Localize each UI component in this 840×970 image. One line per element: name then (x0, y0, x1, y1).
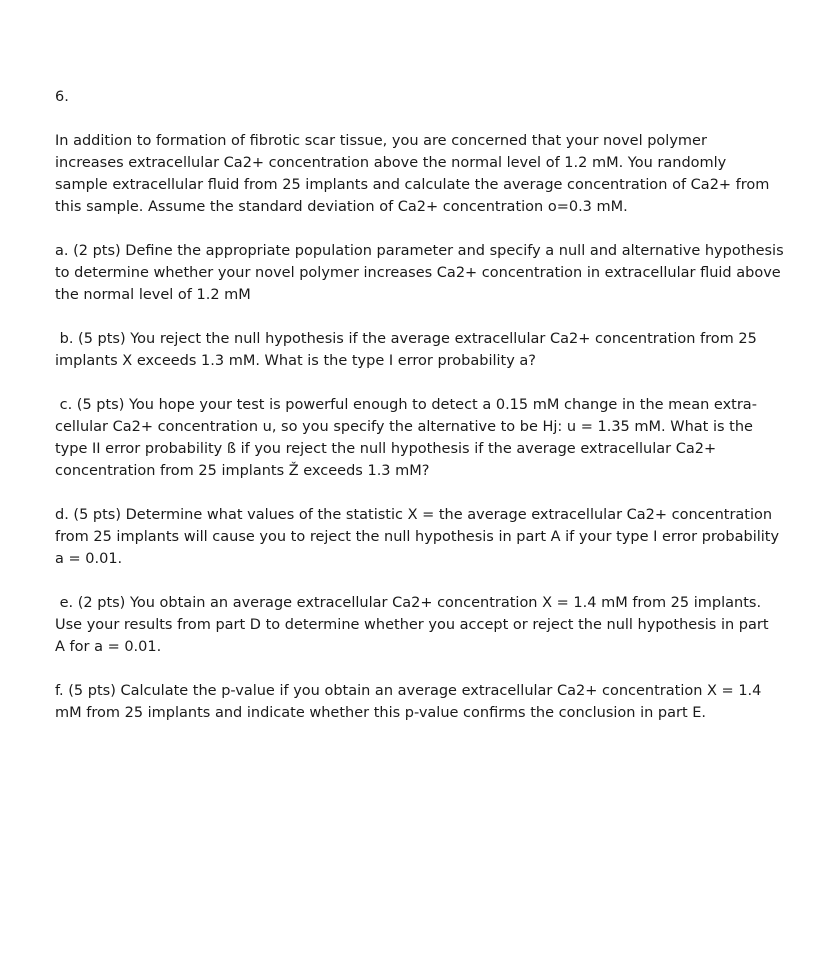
question-number: 6. (55, 89, 69, 105)
part-e-line: e. (2 pts) You obtain an average extracellular Ca2+ concentration X = 1.4 mM from 25 implants. (55, 595, 762, 611)
part-b-line: b. (5 pts) You reject the null hypothesis if the average extracellular Ca2+ concentration from 25 (55, 331, 757, 347)
part-d-line: a = 0.01. (55, 551, 123, 567)
part-d-line: d. (5 pts) Determine what values of the statistic X = the average extracellular Ca2+ concentration (55, 507, 773, 523)
intro-line: In addition to formation of fibrotic scar tissue, you are concerned that your novel polymer (55, 133, 707, 149)
part-a-line: a. (2 pts) Define the appropriate population parameter and specify a null and alternative hypothesis (55, 243, 784, 259)
intro-line: this sample. Assume the standard deviation of Ca2+ concentration o=0.3 mM. (55, 199, 628, 215)
intro-line: sample extracellular fluid from 25 implants and calculate the average concentration of Ca2+ from (55, 177, 770, 193)
part-f-paragraph (55, 680, 790, 724)
part-c-line: type II error probability ß if you reject the null hypothesis if the average extracellular Ca2+ (55, 441, 717, 457)
part-c-paragraph (55, 394, 790, 482)
part-d-line: from 25 implants will cause you to reject the null hypothesis in part A if your type I error probability (55, 529, 780, 545)
part-f-line: f. (5 pts) Calculate the p-value if you obtain an average extracellular Ca2+ concentration X = 1.4 (55, 683, 762, 699)
part-c-line: concentration from 25 implants Ž exceeds 1.3 mM? (55, 463, 430, 479)
part-a-line: to determine whether your novel polymer increases Ca2+ concentration in extracellular fluid above (55, 265, 781, 281)
part-c-line: cellular Ca2+ concentration u, so you specify the alternative to be Hj: u = 1.35 mM. What is the (55, 419, 753, 435)
intro-paragraph (55, 130, 790, 218)
part-d-paragraph (55, 504, 790, 570)
part-b-paragraph (55, 328, 790, 372)
part-e-line: A for a = 0.01. (55, 639, 162, 655)
part-a-paragraph (55, 240, 790, 306)
part-e-line: Use your results from part D to determine whether you accept or reject the null hypothesis in part (55, 617, 769, 633)
part-e-paragraph (55, 592, 790, 658)
part-f-line: mM from 25 implants and indicate whether this p-value confirms the conclusion in part E. (55, 705, 707, 721)
part-b-line: implants X exceeds 1.3 mM. What is the type I error probability a? (55, 353, 537, 369)
intro-line: increases extracellular Ca2+ concentration above the normal level of 1.2 mM. You randomly (55, 155, 727, 171)
part-c-line: c. (5 pts) You hope your test is powerful enough to detect a 0.15 mM change in the mean extra- (55, 397, 757, 413)
problem-text (55, 86, 790, 746)
part-a-line: the normal level of 1.2 mM (55, 287, 251, 303)
